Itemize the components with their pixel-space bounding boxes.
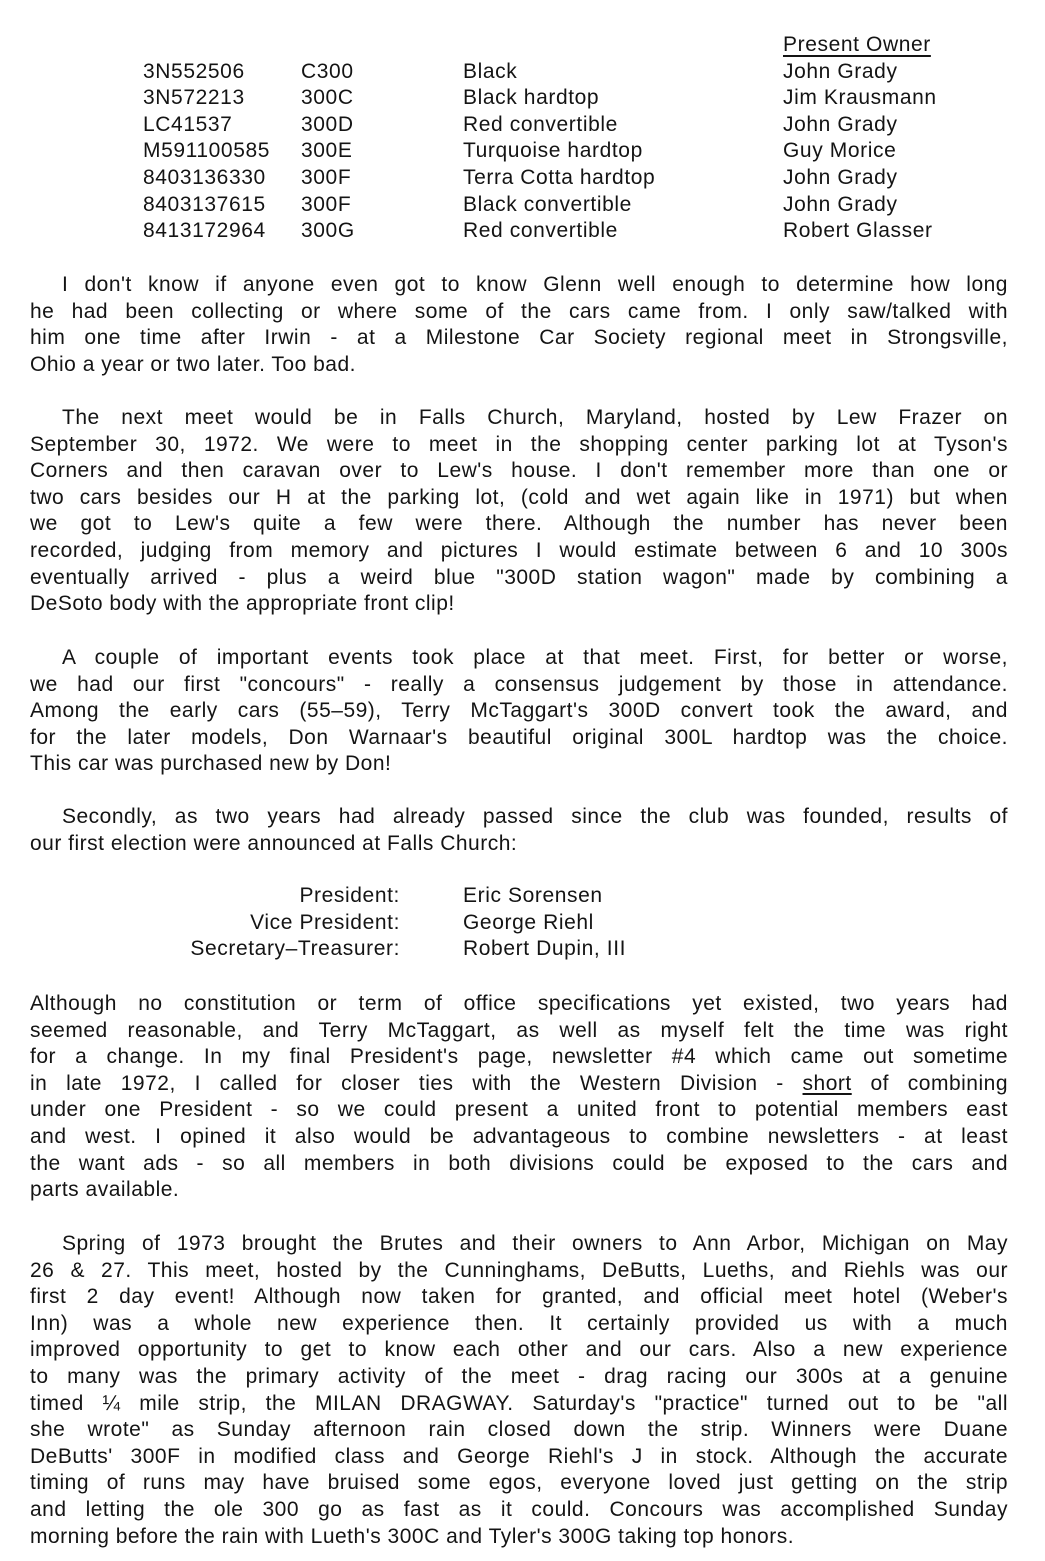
text-line: timed ¼ mile strip, the MILAN DRAGWAY. Saturday's "practice" turned out to be "all: [30, 1391, 1008, 1415]
text-line: eventually arrived - plus a weird blue "300D station wagon" made by combining a: [30, 565, 1008, 589]
text-line: The next meet would be in Falls Church, Maryland, hosted by Lew Frazer on: [62, 406, 1008, 429]
description: Red convertible: [463, 112, 618, 136]
paragraph-glenn: [30, 272, 1008, 378]
text-line: Ohio a year or two later. Too bad.: [30, 352, 356, 376]
text-line: improved opportunity to get to know each other and our cars. Also a new experience: [30, 1338, 1008, 1362]
text-line: for the later models, Don Warnaar's beautiful original 300L hardtop was the choice.: [30, 725, 1008, 749]
text-line: he had been collecting or where some of the cars came from. I only saw/talked with: [30, 299, 1008, 323]
description: Black convertible: [463, 192, 632, 216]
owner: Robert Glasser: [783, 219, 933, 243]
owner: John Grady: [783, 112, 898, 136]
model: 300E: [301, 139, 353, 163]
officers-list: [0, 883, 700, 963]
text-line: two cars besides our H at the parking lot, (cold and wet again like in 1971) but when: [30, 485, 1008, 509]
owner: John Grady: [783, 59, 898, 83]
description: Black hardtop: [463, 86, 600, 110]
text-line: and letting the ole 300 go as fast as it could. Concours was accomplished Sunday: [30, 1497, 1008, 1521]
officer-name: Robert Dupin, III: [463, 937, 627, 961]
text-line: 26 & 27. This meet, hosted by the Cunninghams, DeButts, Lueths, and Riehls was our: [30, 1258, 1008, 1282]
officer-name: Eric Sorensen: [463, 884, 603, 907]
serial-number: 8403137615: [143, 192, 266, 216]
owner: John Grady: [783, 192, 898, 216]
text-line: A couple of important events took place at that meet. First, for better or worse,: [62, 646, 1008, 669]
owner: Jim Krausmann: [783, 86, 937, 110]
text-line: morning before the rain with Lueth's 300C and Tyler's 300G taking top honors.: [30, 1524, 795, 1548]
underlined-word: short: [802, 1071, 852, 1095]
description: Red convertible: [463, 219, 618, 243]
serial-number: LC41537: [143, 112, 233, 136]
text-line-with-emphasis: [30, 1071, 1008, 1098]
text-line: we got to Lew's quite a few were there. Although the number has never been: [30, 512, 1008, 536]
serial-number: M591100585: [143, 139, 271, 163]
officer-name: George Riehl: [463, 910, 594, 934]
text-line: DeButts' 300F in modified class and George Riehl's J in stock. Although the accurate: [30, 1444, 1008, 1468]
paragraph-constitution: [30, 991, 1008, 1204]
text-segment: of combining: [851, 1071, 1008, 1095]
text-line: for a change. In my final President's page, newsletter #4 which came out sometime: [30, 1045, 1008, 1069]
text-line: Corners and then caravan over to Lew's house. I don't remember more than one or: [30, 459, 1008, 483]
description: Black: [463, 59, 518, 83]
text-line: parts available.: [30, 1178, 180, 1202]
model: 300C: [301, 86, 354, 110]
text-line: and west. I opined it also would be advantageous to combine newsletters - at least: [30, 1124, 1008, 1148]
text-line: she wrote" as Sunday afternoon rain closed down the strip. Winners were Duane: [30, 1418, 1008, 1442]
officer-title: Secretary–Treasurer:: [190, 937, 400, 961]
officer-title: President:: [299, 884, 400, 907]
text-line: Spring of 1973 brought the Brutes and their owners to Ann Arbor, Michigan on May: [62, 1232, 1008, 1255]
serial-number: 8403136330: [143, 165, 266, 189]
text-line: to many was the primary activity of the meet - drag racing our 300s at a genuine: [30, 1364, 1008, 1388]
text-line: Although no constitution or term of office specifications yet existed, two years had: [30, 992, 1008, 1015]
paragraph-ann-arbor-meet: [30, 1231, 1008, 1550]
model: 300F: [301, 165, 352, 189]
text-line: first 2 day event! Although now taken for granted, and official meet hotel (Weber's: [30, 1285, 1008, 1309]
text-line: This car was purchased new by Don!: [30, 752, 392, 776]
paragraph-election: [30, 804, 1008, 857]
text-line: Inn) was a whole new experience then. It certainly provided us with a much: [30, 1311, 1008, 1335]
owner: John Grady: [783, 165, 898, 189]
description: Turquoise hardtop: [463, 139, 643, 163]
column-header-present-owner: Present Owner: [783, 33, 931, 56]
text-line: Among the early cars (55–59), Terry McTaggart's 300D convert took the award, and: [30, 699, 1008, 723]
model: C300: [301, 59, 354, 83]
owner: Guy Morice: [783, 139, 897, 163]
text-line: we had our first "concours" - really a consensus judgement by those in attendance.: [30, 672, 1008, 696]
officer-title: Vice President:: [250, 910, 400, 934]
text-line: September 30, 1972. We were to meet in the shopping center parking lot at Tyson's: [30, 432, 1008, 456]
text-segment: in late 1972, I called for closer ties with the Western Division -: [30, 1071, 803, 1095]
serial-number: 3N552506: [143, 59, 245, 83]
text-line: I don't know if anyone even got to know Glenn well enough to determine how long: [62, 273, 1008, 296]
paragraph-concours: [30, 645, 1008, 778]
text-line: our first election were announced at Falls Church:: [30, 831, 518, 855]
model: 300D: [301, 112, 354, 136]
model: 300G: [301, 219, 355, 243]
paragraph-falls-church-meet: [30, 405, 1008, 618]
model: 300F: [301, 192, 352, 216]
text-line: recorded, judging from memory and pictures I would estimate between 6 and 10 300s: [30, 538, 1008, 562]
serial-number: 8413172964: [143, 219, 266, 243]
text-line: the want ads - so all members in both divisions could be exposed to the cars and: [30, 1151, 1008, 1175]
text-line: under one President - so we could present a united front to potential members east: [30, 1098, 1008, 1122]
text-line: seemed reasonable, and Terry McTaggart, as well as myself felt the time was right: [30, 1018, 1008, 1042]
officer-row: [0, 936, 700, 963]
text-line: Secondly, as two years had already passed since the club was founded, results of: [62, 805, 1008, 828]
text-line: him one time after Irwin - at a Milestone Car Society regional meet in Strongsville,: [30, 326, 1008, 350]
text-line: DeSoto body with the appropriate front clip!: [30, 592, 455, 616]
description: Terra Cotta hardtop: [463, 165, 656, 189]
officer-row: [0, 910, 700, 937]
text-line: timing of runs may have bruised some egos, everyone loved just getting on the strip: [30, 1471, 1008, 1495]
officer-row: [0, 883, 700, 910]
serial-number: 3N572213: [143, 86, 245, 110]
